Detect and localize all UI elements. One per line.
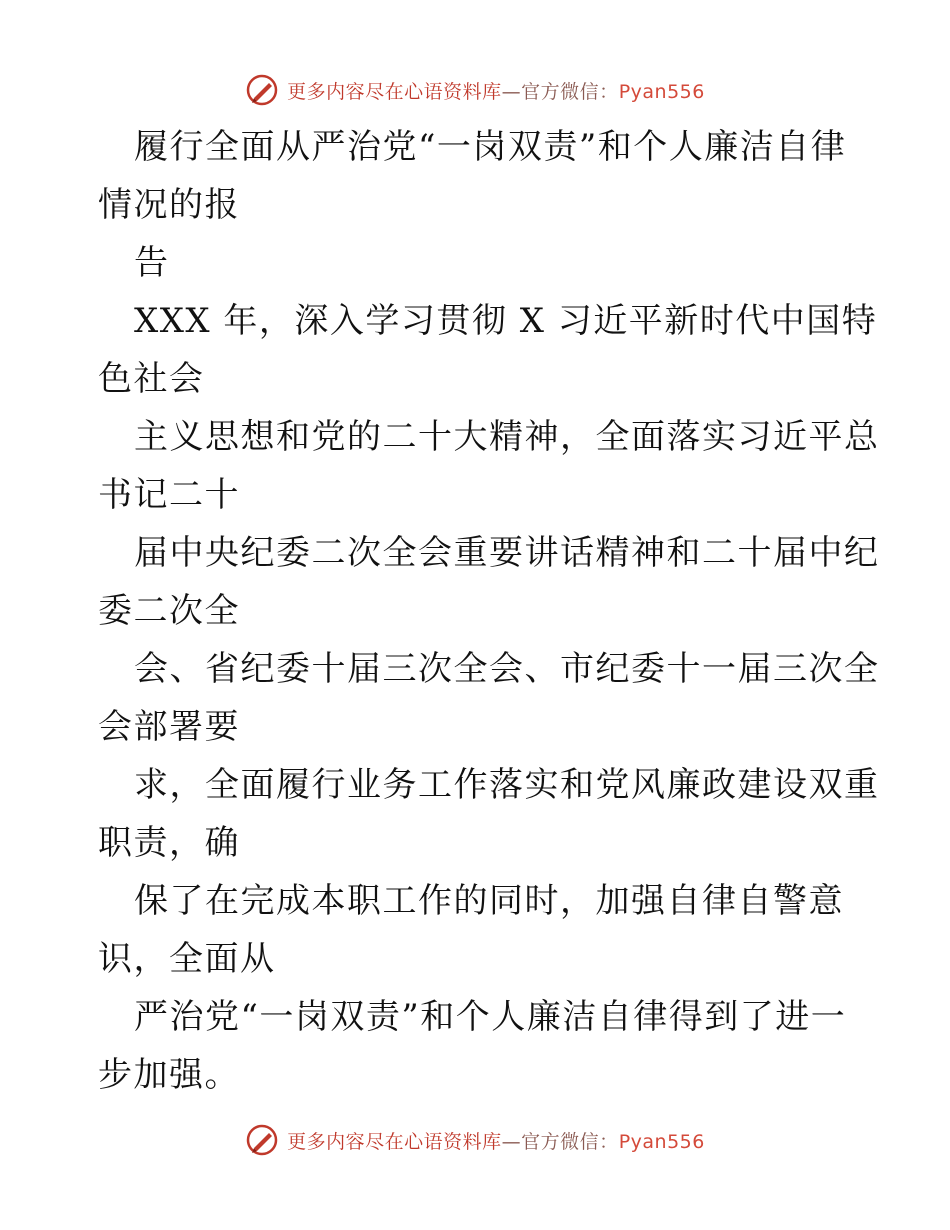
document-line: 严治党“一岗双责”和个人廉洁自律得到了进一 [134,997,847,1037]
document-line: 会、省纪委十届三次全会、市纪委十一届三次全 [134,649,880,689]
footer-watermark [0,1120,950,1160]
document-line: 会部署要 [98,707,240,747]
document-line: 色社会 [98,359,205,399]
document-line: 职责，确 [98,823,240,863]
watermark-wechat-label: 官方微信： [521,1130,619,1153]
pen-logo-icon [245,73,279,107]
document-line: 步加强。 [98,1055,240,1095]
document-line: 保了在完成本职工作的同时，加强自律自警意 [134,881,844,921]
document-line: 书记二十 [98,475,240,515]
document-line: 届中央纪委二次全会重要讲话精神和二十届中纪 [134,533,880,573]
document-line: 求，全面履行业务工作落实和党风廉政建设双重 [134,765,880,805]
watermark-wechat-handle: Pyan556 [618,1130,705,1153]
document-line: 告 [134,243,170,283]
document-line: 委二次全 [98,591,240,631]
watermark-site-text: 更多内容尽在心语资料库 [287,1130,502,1153]
watermark-site-text: 更多内容尽在心语资料库 [287,80,502,103]
watermark-separator: — [501,1130,522,1153]
watermark-separator: — [501,80,522,103]
document-body [98,118,880,1104]
header-watermark [0,70,950,110]
document-line: 情况的报 [98,185,240,225]
document-line: 履行全面从严治党“一岗双责”和个人廉洁自律 [134,127,847,167]
watermark-wechat-label: 官方微信： [521,80,619,103]
document-line: XXX 年，深入学习贯彻 X 习近平新时代中国特 [134,301,878,341]
document-line: 识，全面从 [98,939,276,979]
pen-logo-icon [245,1123,279,1157]
watermark-text [287,1127,705,1154]
watermark-text [287,77,705,104]
watermark-wechat-handle: Pyan556 [618,80,705,103]
document-line: 主义思想和党的二十大精神，全面落实习近平总 [134,417,880,457]
